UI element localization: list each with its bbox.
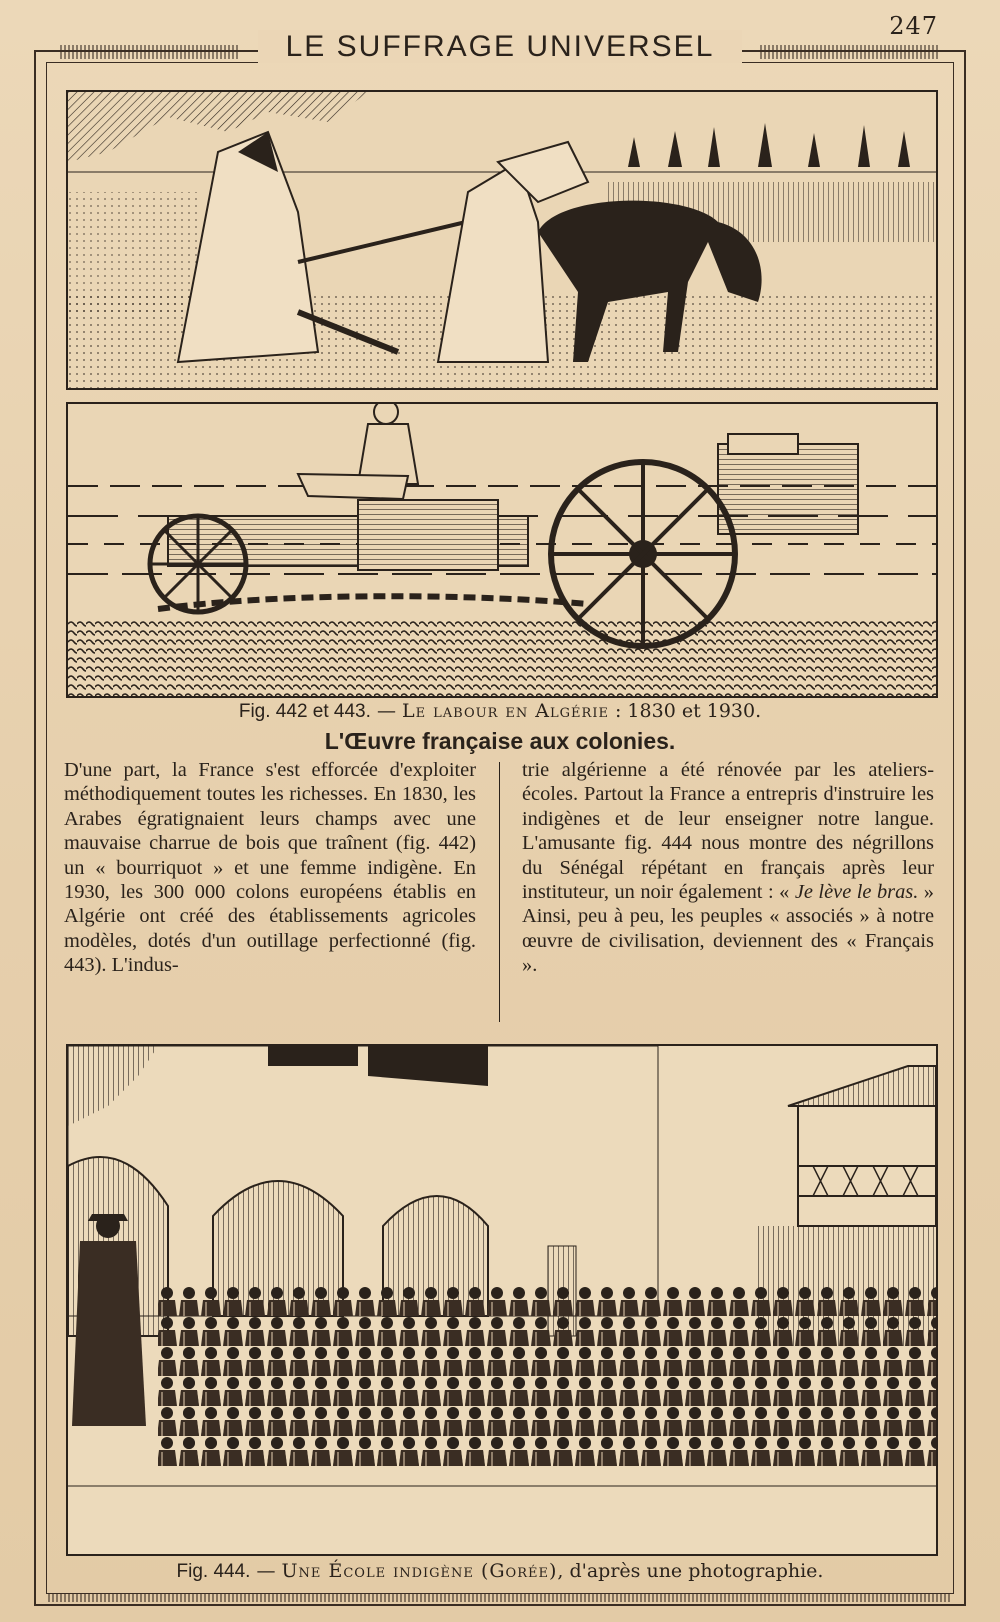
caption-figures-442-443-title: Le labour en Algérie xyxy=(402,700,609,722)
illustration-tractor-1930 xyxy=(66,402,938,698)
column-divider xyxy=(499,762,500,1022)
paragraph-right xyxy=(522,758,934,978)
caption-figure-444-dash: — xyxy=(250,1560,282,1582)
engraving-plowing-1830 xyxy=(68,92,936,388)
paragraph-right-part-b: » Ainsi, peu à peu, les peuples « associés » à notre œuvre de civilisation, deviennent des « Français ». xyxy=(522,881,935,977)
section-heading: L'Œuvre française aux colonies. xyxy=(324,728,676,754)
running-head xyxy=(0,30,1000,64)
caption-figure-444-title: Une École indigène (Gorée) xyxy=(281,1560,558,1582)
running-head-text: LE SUFFRAGE UNIVERSEL xyxy=(258,30,743,63)
paragraph-right-emphasis: Je lève le bras. xyxy=(794,881,919,904)
caption-figures-442-443-label: Fig. 442 et 443. xyxy=(238,701,371,722)
paragraph-right-part-a: trie algérienne a été rénovée par les ateliers-écoles. Partout la France a entrepris d'instruire les indigènes et de leur enseigner notre langue. L'amusante fig. 444 nous montre des négrillons du Sénégal répétant en français après leur instituteur, un noir également : « xyxy=(522,759,934,904)
footer-ornament xyxy=(48,1594,952,1602)
engraving-tractor-1930 xyxy=(68,404,936,696)
caption-figure-444-label: Fig. 444. xyxy=(176,1561,251,1582)
caption-figures-442-443-dash: — xyxy=(370,700,402,722)
caption-figures-442-443 xyxy=(60,700,940,723)
page-number: 247 xyxy=(889,12,938,40)
text-column-left xyxy=(64,758,476,978)
caption-figure-444 xyxy=(60,1560,940,1583)
text-column-right xyxy=(522,758,934,978)
illustration-plowing-1830 xyxy=(66,90,938,390)
paragraph-left: D'une part, la France s'est efforcée d'exploiter méthodiquement toutes les richesses. En 1830, les Arabes égratignaient leurs champs avec une mauvaise charrue de bois que traînent (fig. 442) un « bourriquot » et une femme indigène. En 1930, les 300 000 colons européens établis en Algérie ont créé des établissements agricoles modèles, dotés d'un outillage perfectionné (fig. 443). L'indus- xyxy=(64,759,476,977)
caption-figure-444-rest: , d'après une photographie. xyxy=(557,1560,824,1582)
illustration-school-goree xyxy=(66,1044,938,1556)
engraving-school-goree xyxy=(68,1046,936,1554)
caption-figures-442-443-rest: : 1830 et 1930. xyxy=(608,700,762,722)
